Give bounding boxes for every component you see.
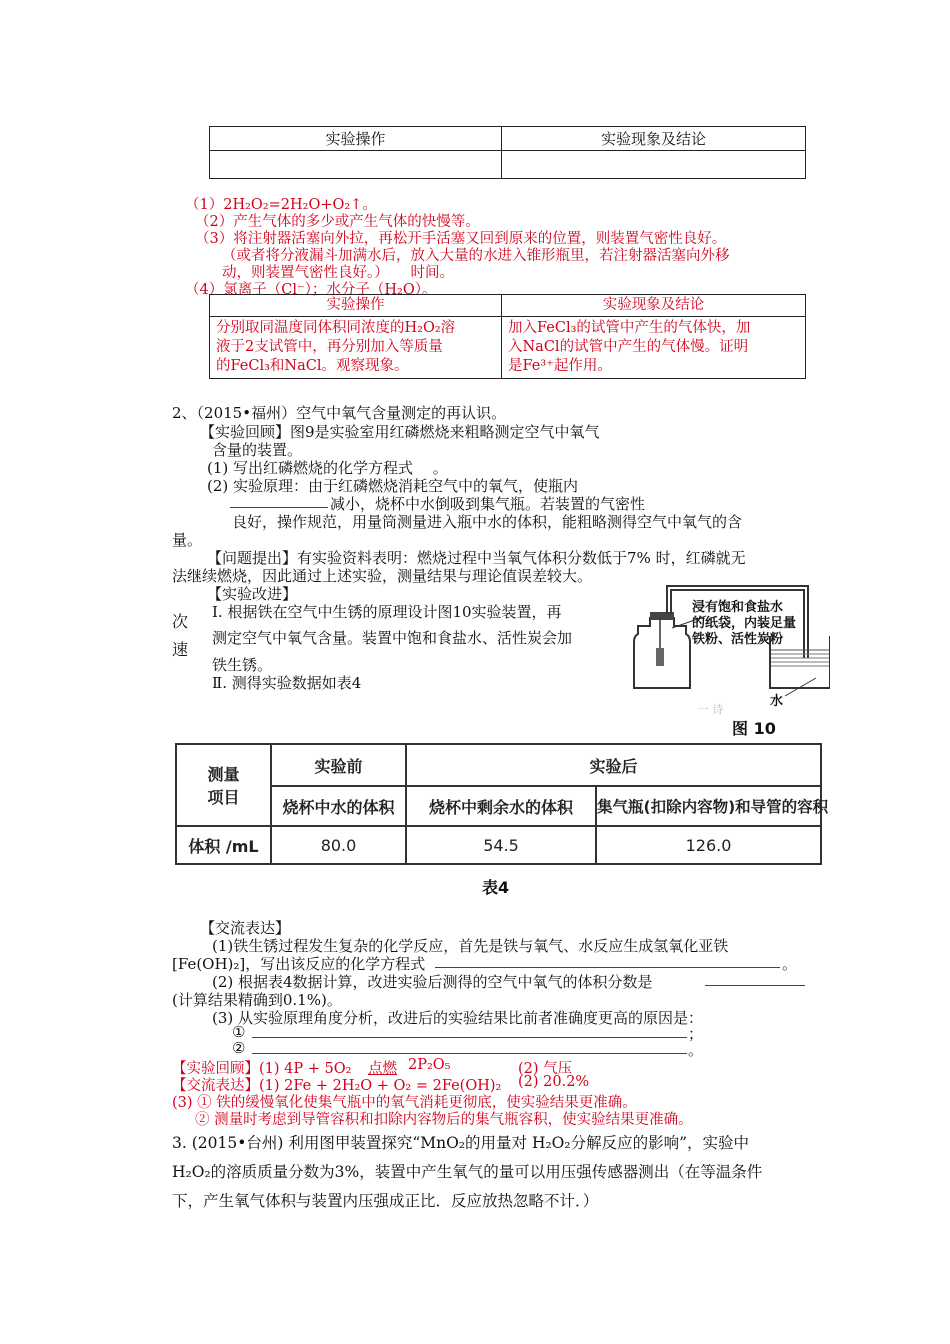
q2-p1: (1) 写出红磷燃烧的化学方程式 。 [207,459,448,477]
exchange-2-line2: (计算结果精确到0.1%)。 [172,991,342,1009]
answer-3-line2: （或者将分液漏斗加满水后，放入大量的水进入锥形瓶里，若注射器活塞向外移 [222,248,730,264]
exchange-2-blank [705,985,805,986]
exchange-circle-1: ① [232,1023,246,1041]
fig10-label-line1: 浸有饱和食盐水 [692,600,784,615]
item-header-line: 项目 [207,788,240,807]
q2-i2: Ⅱ. 测得实验数据如表4 [212,674,362,692]
q2-i1-line2: 测定空气中氧气含量。装置中饱和食盐水、活性炭会加 [212,629,573,647]
answer-3-line1: （3）将注射器活塞向外拉，再松开手活塞又回到原来的位置，则装置气密性良好。 [195,231,727,247]
answer2-review-eq: 【实验回顾】(1) 4P + 5O₂ [172,1061,352,1077]
table4-after-header: 实验后 [406,744,821,786]
exchange-blank-2 [252,1053,687,1054]
exchange-3: (3) 从实验原理角度分析，改进后的实验结果比前者准确度更高的原因是： [212,1009,704,1027]
table4-value: 54.5 [406,826,596,864]
table1-cell [210,151,502,179]
q2-p2-line3: 良好，操作规范，用量筒测量进入瓶中水的体积，能粗略测得空气中氧气的含 [232,513,743,531]
fig10-label-line2: 的纸袋，内装足量 [692,616,797,631]
exchange-title: 【交流表达】 [200,919,291,937]
table4-row-label: 体积 /mL [176,826,271,864]
exchange-blank-1 [252,1037,687,1038]
exchange-1-line1: (1)铁生锈过程发生复杂的化学反应，首先是铁与氧气、水反应生成氢氧化亚铁 [212,937,729,955]
table4-col-volume: 集气瓶(扣除内容物)和导管的容积 [596,786,821,826]
answer2-reason-1: (3) ① 铁的缓慢氧化使集气瓶中的氧气消耗更彻底，使实验结果更准确。 [172,1095,637,1111]
answer2-review-pressure: (2) 气压 [518,1061,573,1077]
table4-caption: 表4 [482,878,510,897]
exchange-1-period: 。 [782,955,798,973]
table1-cell [502,151,806,179]
table2-result-cell [502,317,806,379]
result-line: 加入FeCl₃的试管中产生的气体快，加 [508,320,751,336]
table4-col-remaining: 烧杯中剩余水的体积 [406,786,596,826]
table2-op-cell [210,317,502,379]
q2-title: 2、（2015•福州）空气中氧气含量测定的再认识。 [172,404,507,422]
fig10-caption: 图 10 [732,719,776,738]
table2-header-op: 实验操作 [210,295,502,317]
op-line: 液于2支试管中，再分别加入等质量 [216,339,443,355]
answer-3-line3: 动，则装置气密性良好。） 时间。 [222,265,454,281]
answer-4: （4）氯离子（Cl⁻）；水分子（H₂O）。 [185,282,437,298]
q2-problem-line2: 法继续燃烧，因此通过上述实验，测量结果与理论值误差较大。 [172,567,593,585]
table4-col-water: 烧杯中水的体积 [271,786,406,826]
q3-line3: 下，产生氧气体积与装置内压强成正比．反应放热忽略不计．） [172,1192,599,1210]
table-1 [209,126,806,179]
q2-problem-line1: 【问题提出】有实验资料表明：燃烧过程中当氧气体积分数低于7% 时，红磷就无 [207,549,746,567]
exchange-semicolon: ； [688,1025,704,1043]
answer2-review-product: 2P₂O₅ [408,1057,451,1073]
q2-review-line1: 【实验回顾】图9是实验室用红磷燃烧来粗略测定空气中氧气 [200,423,600,441]
q2-p2-line2: 减小，烧杯中水倒吸到集气瓶。若装置的气密性 [330,495,646,513]
op-line: 分别取同温度同体积同浓度的H₂O₂溶 [216,320,456,336]
q3-line1: 3. (2015•台州) 利用图甲装置探究“MnO₂的用量对 H₂O₂分解反应的影响”，实验中 [172,1134,750,1152]
table-2 [209,294,806,379]
q3-line2: H₂O₂的溶质质量分数为3%，装置中产生氧气的量可以用压强传感器测出（在等温条件 [172,1163,763,1181]
fig10-label-line3: 铁粉、活性炭粉 [692,632,784,647]
answer2-review-cond: 点燃 [368,1061,397,1077]
answer-1: （1）2H₂O₂=2H₂O+O₂↑。 [185,197,377,213]
fig10-water-label: 水 [770,694,784,709]
q2-improve-title: 【实验改进】 [207,585,298,603]
table2-header-result: 实验现象及结论 [502,295,806,317]
exchange-1-line2: [Fe(OH)₂]，写出该反应的化学方程式 [172,955,426,973]
q2-review-line2: 含量的装置。 [212,441,303,459]
fig10-faint-text: 一 诗 [698,703,724,716]
answer-2: （2）产生气体的多少或产生气体的快慢等。 [195,214,480,230]
exchange-1-blank [435,967,780,968]
exchange-period-2: 。 [688,1041,704,1059]
q2-blank-pressure [230,507,328,508]
q2-i1-side2: 速 [172,640,189,659]
q2-i1-line1: Ⅰ. 根据铁在空气中生锈的原理设计图10实验装置，再 [212,603,562,621]
q2-i1-line3: 铁生锈。 [212,656,273,674]
table4-item-header [176,744,271,826]
table1-header-op: 实验操作 [210,127,502,151]
figure-10 [620,578,830,738]
q2-p2-line4: 量。 [172,531,203,549]
result-line: 是Fe³⁺起作用。 [508,358,612,374]
q2-p2-line1: (2) 实验原理：由于红磷燃烧消耗空气中的氧气，使瓶内 [207,477,579,495]
table-4 [175,743,829,865]
q2-i1-side1: 次 [172,612,189,631]
item-header-line: 测量 [207,765,240,784]
answer2-reason-2: ② 测量时考虑到导管容积和扣除内容物后的集气瓶容积，使实验结果更准确。 [195,1112,693,1128]
exchange-2-line1: (2) 根据表4数据计算，改进实验后测得的空气中氧气的体积分数是 [212,973,653,991]
answer2-exchange-eq: 【交流表达】(1) 2Fe + 2H₂O + O₂ = 2Fe(OH)₂ [172,1078,502,1094]
table4-value: 80.0 [271,826,406,864]
table4-value: 126.0 [596,826,821,864]
table1-header-result: 实验现象及结论 [502,127,806,151]
result-line: 入NaCl的试管中产生的气体慢。证明 [508,339,749,355]
exchange-circle-2: ② [232,1039,246,1057]
table4-before-header: 实验前 [271,744,406,786]
op-line: 的FeCl₃和NaCl。观察现象。 [216,358,409,374]
answer2-exchange-percent: (2) 20.2% [518,1074,590,1090]
